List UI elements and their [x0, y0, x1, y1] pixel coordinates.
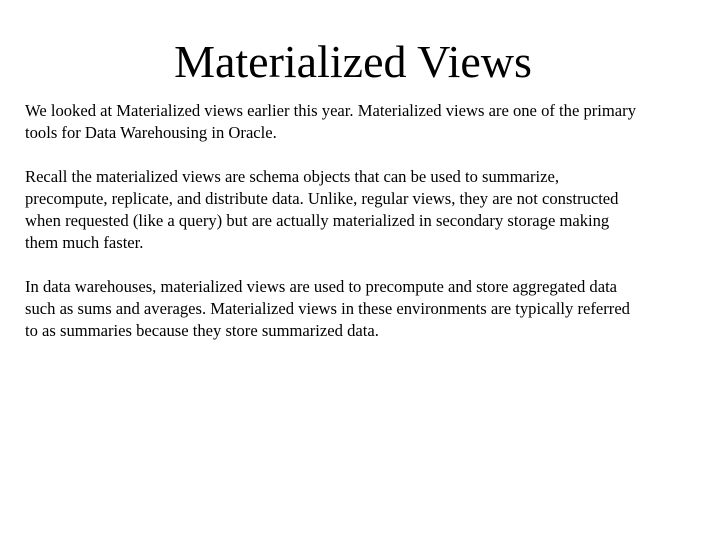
- slide-title: Materialized Views: [174, 36, 532, 87]
- paragraph-line: tools for Data Warehousing in Oracle.: [25, 123, 277, 142]
- paragraph-warehouses: [25, 276, 715, 342]
- paragraph-line: when requested (like a query) but are actually materialized in secondary storage making: [25, 211, 610, 230]
- paragraph-line: precompute, replicate, and distribute data. Unlike, regular views, they are not constructed: [25, 189, 619, 208]
- paragraph-line: In data warehouses, materialized views are used to precompute and store aggregated data: [25, 277, 618, 296]
- paragraph-line: such as sums and averages. Materialized views in these environments are typically referred: [25, 299, 630, 318]
- paragraph-line: Recall the materialized views are schema objects that can be used to summarize,: [25, 167, 560, 186]
- paragraph-recall: [25, 166, 715, 254]
- slide-body: [25, 100, 715, 364]
- paragraph-line: to as summaries because they store summarized data.: [25, 321, 379, 340]
- paragraph-intro: [25, 100, 715, 144]
- paragraph-line: We looked at Materialized views earlier this year. Materialized views are one of the primary: [25, 101, 636, 120]
- paragraph-line: them much faster.: [25, 233, 144, 252]
